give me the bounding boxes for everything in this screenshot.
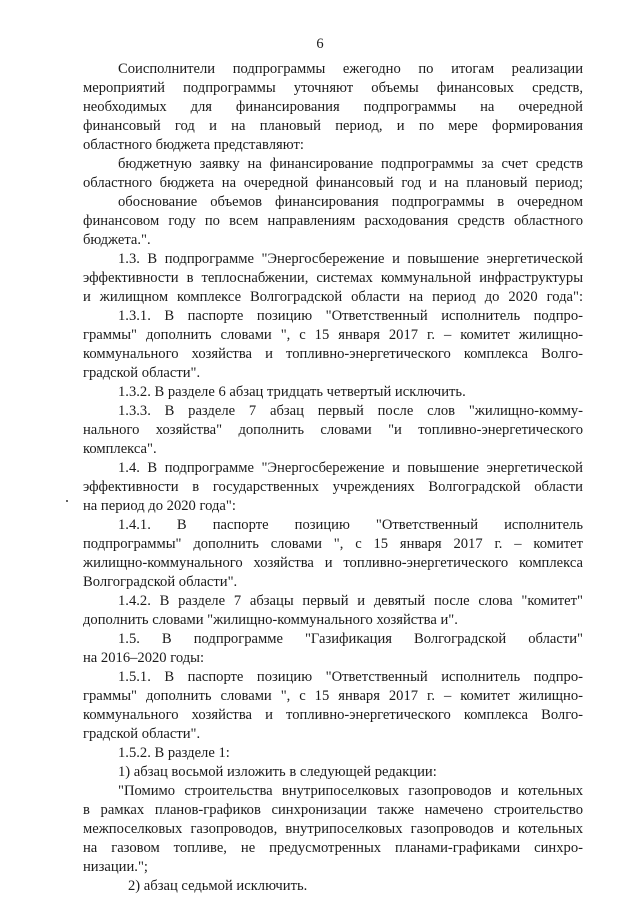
paragraph-line: градской области". [83,726,201,742]
paragraph-line: 2) абзац седьмой исключить. [128,878,308,894]
paragraph-line: градской области". [83,365,201,381]
paragraph-line: комплекса". [83,441,157,457]
paragraph-line: на газовом топливе, не предусмотренных планами-графиками синхро- [83,840,583,856]
paragraph-line: на 2016–2020 годы: [83,650,205,666]
paragraph-line: 1.5. В подпрограмме "Газификация Волгоградской области" [118,631,583,647]
paragraph-line: и жилищном комплексе Волгоградской области на период до 2020 года": [83,289,583,305]
paragraph-line: 1.4.1. В паспорте позицию "Ответственный исполнитель [118,517,583,533]
paragraph-line: "Помимо строительства внутрипоселковых газопроводов и котельных [118,783,583,799]
paragraph-line: граммы" дополнить словами ", с 15 января 2017 г. – комитет жилищно- [83,327,583,343]
paragraph-line: коммунального хозяйства и топливно-энергетического комплекса Волго- [83,707,583,723]
paragraph-line: эффективности в государственных учреждениях Волгоградской области [83,479,583,495]
paragraph-line: бюджета.". [83,232,151,248]
paragraph-line: необходимых для финансирования подпрограммы на очередной [83,99,583,115]
page-number: 6 [316,36,324,52]
paragraph-line: областного бюджета представляют: [83,137,304,153]
paragraph-line: финансовый год и на плановый период, и по мере формирования [83,118,583,134]
paragraph-line: коммунального хозяйства и топливно-энергетического комплекса Волго- [83,346,583,362]
paragraph-line: 1) абзац восьмой изложить в следующей редакции: [118,764,437,780]
paragraph-line: обоснование объемов финансирования подпрограммы в очередном [118,194,583,210]
paragraph-line: жилищно-коммунального хозяйства и топливно-энергетического комплекса [83,555,583,571]
scan-speck [66,500,68,502]
paragraph-line: подпрограммы" дополнить словами ", с 15 января 2017 г. – комитет [83,536,583,552]
paragraph-line: граммы" дополнить словами ", с 15 января 2017 г. – комитет жилищно- [83,688,583,704]
paragraph-line: межпоселковых газопроводов, внутрипоселковых газопроводов и котельных [83,821,583,837]
paragraph-line: 1.4. В подпрограмме "Энергосбережение и повышение энергетической [118,460,583,476]
paragraph-line: дополнить словами "жилищно-коммунального хозяйства и". [83,612,458,628]
paragraph-line: на период до 2020 года": [83,498,236,514]
paragraph-line: Волгоградской области". [83,574,238,590]
paragraph-line: низации."; [83,859,148,875]
paragraph-line: нального хозяйства" дополнить словами "и топливно-энергетического [83,422,583,438]
paragraph-line: в рамках планов-графиков синхронизации также намечено строительство [83,802,583,818]
paragraph-line: Соисполнители подпрограммы ежегодно по итогам реализации [118,61,583,77]
paragraph-line: 1.3.1. В паспорте позицию "Ответственный исполнитель подпро- [118,308,583,324]
paragraph-line: 1.4.2. В разделе 7 абзацы первый и девятый после слова "комитет" [118,593,583,609]
paragraph-line: мероприятий подпрограммы уточняют объемы финансовых средств, [83,80,583,96]
paragraph-line: бюджетную заявку на финансирование подпрограммы за счет средств [118,156,583,172]
paragraph-line: 1.5.1. В паспорте позицию "Ответственный исполнитель подпро- [118,669,583,685]
paragraph-line: 1.3.3. В разделе 7 абзац первый после слов "жилищно-комму- [118,403,583,419]
paragraph-line: 1.3.2. В разделе 6 абзац тридцать четвертый исключить. [118,384,466,400]
paragraph-line: 1.5.2. В разделе 1: [118,745,230,761]
paragraph-line: эффективности в теплоснабжении, системах коммунальной инфраструктуры [83,270,583,286]
paragraph-line: областного бюджета на очередной финансовый год и на плановый период; [83,175,583,191]
paragraph-line: 1.3. В подпрограмме "Энергосбережение и повышение энергетической [118,251,583,267]
paragraph-line: финансовом году по всем направлениям расходования средств областного [83,213,583,229]
